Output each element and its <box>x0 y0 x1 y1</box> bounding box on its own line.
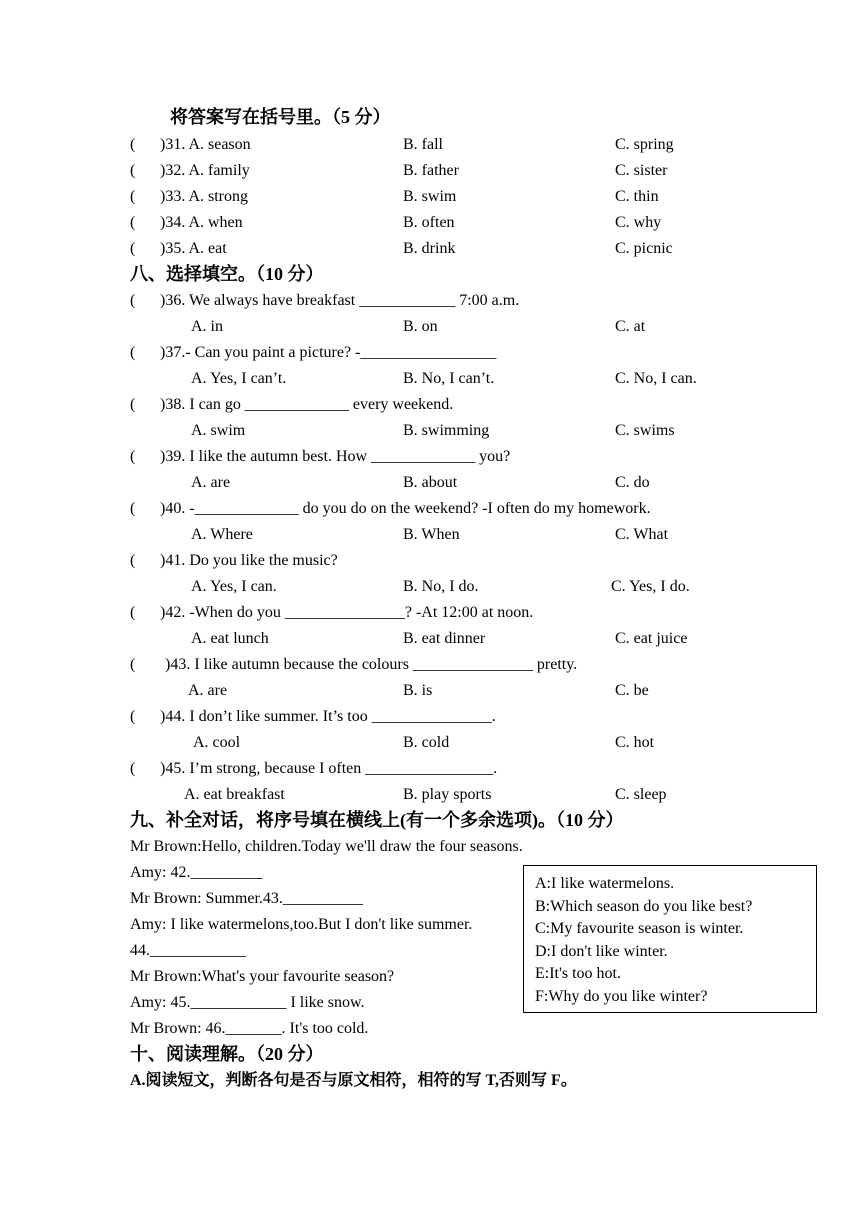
question-39-options: A. are B. about C. do <box>191 474 650 491</box>
option-c: C:My favourite season is winter. <box>535 920 744 937</box>
question-36: ( )36. We always have breakfast ____________ 7:00 a.m. <box>130 292 520 309</box>
options-box <box>523 865 817 1013</box>
section7-instruction: 将答案写在括号里。（5 分） <box>170 107 391 127</box>
dialogue-line-7: Amy: 45.____________ I like snow. <box>130 994 365 1011</box>
question-41-options: A. Yes, I can. B. No, I do. C. Yes, I do. <box>191 578 690 595</box>
option-f: F:Why do you like winter? <box>535 988 708 1005</box>
question-40-options: A. Where B. When C. What <box>191 526 669 543</box>
question-40: ( )40. -_____________ do you do on the weekend? -I often do my homework. <box>130 500 651 517</box>
option-a: A:I like watermelons. <box>535 875 675 892</box>
question-42: ( )42. -When do you _______________? -At 12:00 at noon. <box>130 604 534 621</box>
question-32: ( )32. A. family B. father C. sister <box>130 162 668 179</box>
question-42-options: A. eat lunch B. eat dinner C. eat juice <box>191 630 688 647</box>
question-37: ( )37.- Can you paint a picture? -_________________ <box>130 344 497 361</box>
section10-title: 十、阅读理解。（20 分） <box>130 1044 324 1064</box>
dialogue-line-2: Amy: 42._________ <box>130 864 263 881</box>
question-44: ( )44. I don’t like summer. It’s too _______________. <box>130 708 496 725</box>
question-37-options: A. Yes, I can’t. B. No, I can’t. C. No, I can. <box>191 370 697 387</box>
section10-subtitle: A.阅读短文，判断各句是否与原文相符，相符的写 T,否则写 F。 <box>130 1072 577 1089</box>
dialogue-line-3: Mr Brown: Summer.43.__________ <box>130 890 363 907</box>
dialogue-line-1: Mr Brown:Hello, children.Today we'll draw the four seasons. <box>130 838 523 855</box>
question-38-options: A. swim B. swimming C. swims <box>191 422 675 439</box>
dialogue-line-6: Mr Brown:What's your favourite season? <box>130 968 395 985</box>
question-33: ( )33. A. strong B. swim C. thin <box>130 188 659 205</box>
question-34: ( )34. A. when B. often C. why <box>130 214 662 231</box>
dialogue-line-4: Amy: I like watermelons,too.But I don't like summer. <box>130 916 473 933</box>
option-d: D:I don't like winter. <box>535 943 668 960</box>
question-43-options: A. are B. is C. be <box>188 682 649 699</box>
question-44-options: A. cool B. cold C. hot <box>193 734 655 751</box>
question-36-options: A. in B. on C. at <box>191 318 646 335</box>
section8-title: 八、选择填空。（10 分） <box>130 264 324 284</box>
dialogue-line-8: Mr Brown: 46._______. It's too cold. <box>130 1020 369 1037</box>
question-45: ( )45. I’m strong, because I often ________________. <box>130 760 498 777</box>
option-e: E:It's too hot. <box>535 965 621 982</box>
question-31: ( )31. A. season B. fall C. spring <box>130 136 674 153</box>
question-39: ( )39. I like the autumn best. How _____________ you? <box>130 448 511 465</box>
question-43: ( )43. I like autumn because the colours _______________ pretty. <box>130 656 578 673</box>
question-35: ( )35. A. eat B. drink C. picnic <box>130 240 673 257</box>
option-b: B:Which season do you like best? <box>535 898 753 915</box>
section9-title: 九、补全对话，将序号填在横线上(有一个多余选项)。（10 分） <box>130 810 624 830</box>
dialogue-line-5: 44.____________ <box>130 942 246 959</box>
question-38: ( )38. I can go _____________ every weekend. <box>130 396 454 413</box>
question-45-options: A. eat breakfast B. play sports C. sleep <box>184 786 667 803</box>
question-41: ( )41. Do you like the music? <box>130 552 338 569</box>
